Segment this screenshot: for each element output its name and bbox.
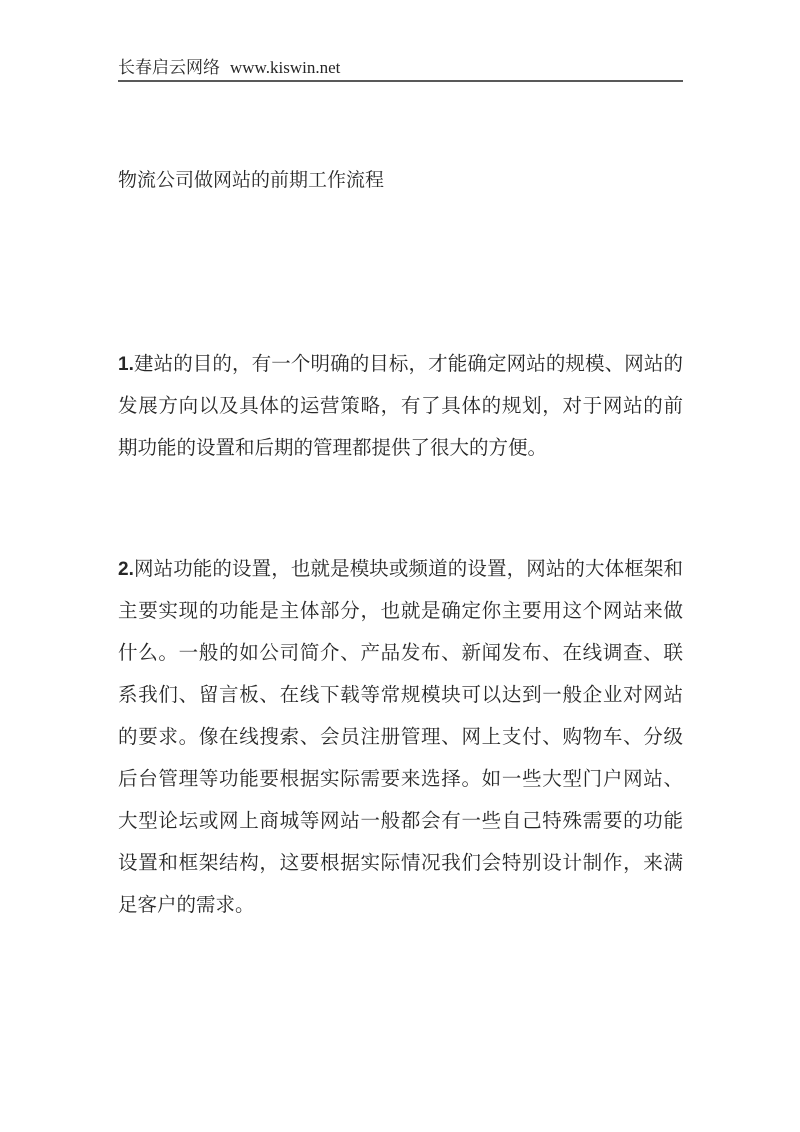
paragraph-1-text: 建站的目的，有一个明确的目标，才能确定网站的规模、网站的发展方向以及具体的运营策略，有了具体的规划，对于网站的前期功能的设置和后期的管理都提供了很大的方便。 — [118, 354, 683, 459]
paragraph-1 — [118, 344, 683, 470]
paragraph-2 — [118, 549, 683, 927]
paragraph-2-text: 网站功能的设置，也就是模块或频道的设置，网站的大体框架和主要实现的功能是主体部分，也就是确定你主要用这个网站来做什么。一般的如公司简介、产品发布、新闻发布、在线调查、联系我们、留言板、在线下载等常规模块可以达到一般企业对网站的要求。像在线搜索、会员注册管理、网上支付、购物车、分级后台管理等功能要根据实际需要来选择。如一些大型门户网站、大型论坛或网上商城等网站一般都会有一些自己特殊需要的功能设置和框架结构，这要根据实际情况我们会特别设计制作，来满足客户的需求。 — [118, 559, 683, 916]
page-content — [118, 0, 683, 927]
header-company-name: 长春启云网络 — [118, 58, 220, 77]
paragraph-1-number: 1. — [118, 354, 134, 375]
page-header — [118, 0, 683, 82]
header-website-url: www.kiswin.net — [230, 58, 341, 77]
paragraph-2-number: 2. — [118, 559, 134, 580]
document-title: 物流公司做网站的前期工作流程 — [118, 170, 385, 191]
